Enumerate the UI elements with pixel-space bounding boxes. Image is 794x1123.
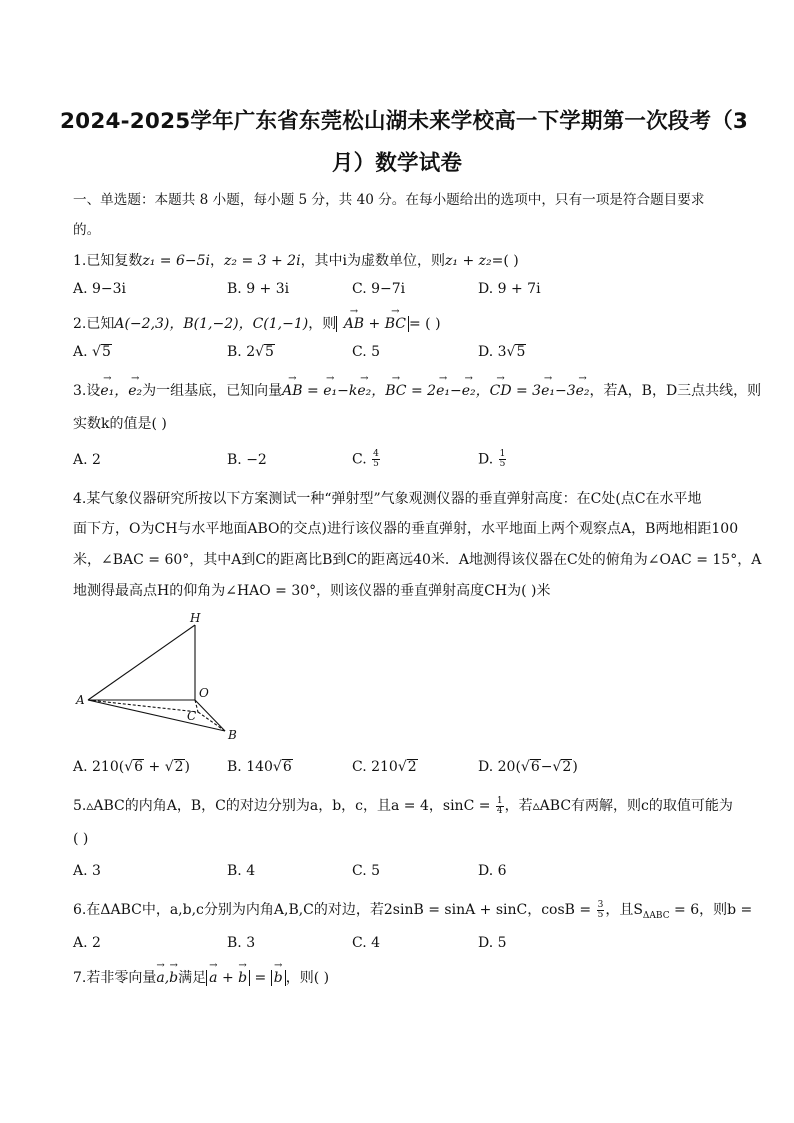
question-4-stem-line3: 米，∠BAC = 60°，其中A到C的距离比B到C的距离远40米．A地测得该仪器在C处的俯角为∠OAC = 15°，A [73,552,762,568]
question-6-option-b[interactable]: B. 3 [227,935,256,951]
question-1-option-b[interactable]: B. 9 + 3i [227,281,290,297]
label-c: C [187,709,197,723]
question-4-stem-line1: 4.某气象仪器研究所按以下方案测试一种“弹射型”气象观测仪器的垂直弹射高度：在C处(点C在水平地 [73,491,702,507]
label-o: O [199,686,209,700]
question-6-option-c[interactable]: C. 4 [352,935,381,951]
page-title-line2: 月）数学试卷 [331,151,463,176]
question-3-stem-line1: 3.设→ e₁，→ e₂为一组基底，已知向量→ AB = → e₁−k→ e₂，→ BC = 2→ e₁−→ e₂，→ CD = 3→ e₁−3→ e₂，若A，B，D三点共线，则 [73,380,761,400]
line-ah [88,625,195,700]
question-6-option-d[interactable]: D. 5 [478,935,507,951]
question-4-option-d[interactable]: D. 20(√6−√2) [478,759,578,775]
question-1-stem: 1.已知复数z₁ = 6−5i，z₂ = 3 + 2i，其中i为虚数单位，则z₁ + z₂=( ) [73,253,519,269]
question-3-option-a[interactable]: A. 2 [73,452,101,468]
question-7-stem: 7.若非零向量→ a,→ b满足→ a + → b = → b ，则( ) [73,967,329,987]
fraction: $\frac{4}{5}$ [373,449,379,469]
section-heading-line2: 的。 [73,222,101,238]
question-4-option-a[interactable]: A. 210(√6 + √2) [73,759,190,775]
page-title-line1: 2024-2025学年广东省东莞松山湖未来学校高一下学期第一次段考（3 [60,109,749,134]
question-5-option-d[interactable]: D. 6 [478,863,507,879]
fraction: $\frac{3}{5}$ [597,899,604,920]
question-3-option-d[interactable]: D. $\frac{1}{5}$ [478,449,506,469]
question-5-option-b[interactable]: B. 4 [227,863,256,879]
question-1-option-c[interactable]: C. 9−7i [352,281,406,297]
line-ab [88,700,225,731]
fraction: $\frac{1}{4}$ [496,795,503,816]
question-3-stem-line2: 实数k的值是( ) [73,416,167,432]
section-heading-line1: 一、单选题：本题共 8 小题，每小题 5 分，共 40 分。在每小题给出的选项中，只有一项是符合题目要求 [73,192,705,208]
question-1-option-d[interactable]: D. 9 + 7i [478,281,541,297]
question-4-stem-line4: 地测得最高点H的仰角为∠HAO = 30°，则该仪器的垂直弹射高度CH为( )米 [73,583,551,599]
label-h: H [190,611,201,625]
question-3-option-b[interactable]: B. −2 [227,452,267,468]
question-3-option-c[interactable]: C. $\frac{4}{5}$ [352,449,379,469]
question-2-option-a[interactable]: A. √5 [73,344,111,360]
question-2-option-d[interactable]: D. 3√5 [478,344,526,360]
question-5-stem-line1: 5.▵ABC的内角A，B，C的对边分别为a，b，c，且a = 4，sinC = $\frac{1}{4}$ ，若▵ABC有两解，则c的取值可能为 [73,795,733,816]
question-5-option-c[interactable]: C. 5 [352,863,381,879]
question-4-option-c[interactable]: C. 210√2 [352,759,417,775]
fraction: $\frac{1}{5}$ [499,449,506,469]
question-4-option-b[interactable]: B. 140√6 [227,759,292,775]
question-4-figure [70,608,270,758]
line-ob [195,700,225,731]
label-b: B [228,728,237,742]
line-ac [88,700,198,712]
question-2-option-b[interactable]: B. 2√5 [227,344,274,360]
question-5-option-a[interactable]: A. 3 [73,863,101,879]
question-2-option-c[interactable]: C. 5 [352,344,381,360]
question-4-stem-line2: 面下方，O为CH与水平地面ABO的交点)进行该仪器的垂直弹射，水平地面上两个观察点A，B两地相距100 [73,521,739,537]
question-5-stem-line2: ( ) [73,831,89,847]
question-1-option-a[interactable]: A. 9−3i [73,281,127,297]
question-6-stem: 6.在ΔABC中，a,b,c分别为内角A,B,C的对边，若2sinB = sinA + sinC，cosB = $\frac{3}{5}$ ，且$S_{\Delta ABC} = 6$，则b = [73,899,753,921]
question-6-option-a[interactable]: A. 2 [73,935,101,951]
question-2-stem: 2.已知A(−2,3)，B(1,−2)，C(1,−1)，则 → AB + → BC = ( ) [73,313,441,333]
label-a: A [76,693,85,707]
